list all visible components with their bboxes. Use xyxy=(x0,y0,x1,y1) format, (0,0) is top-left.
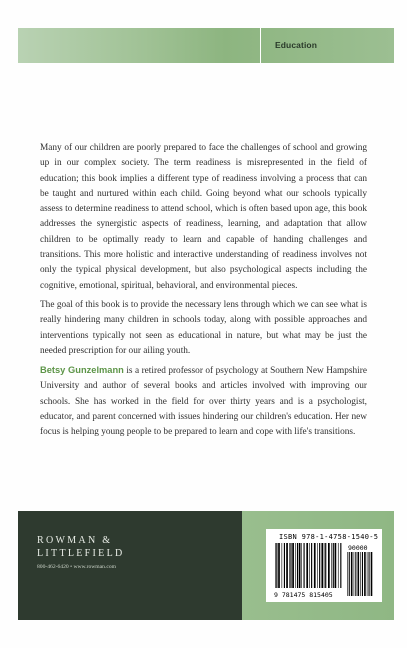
publisher-name-line-1: ROWMAN & xyxy=(37,535,113,546)
ean-barcode-icon xyxy=(274,543,344,598)
addon-barcode-icon xyxy=(346,543,374,598)
publisher-name-line-2: LITTLEFIELD xyxy=(37,548,125,559)
barcode-bar xyxy=(331,543,332,588)
barcode-digits: 9 781475 815405 xyxy=(274,591,333,598)
barcode-bar xyxy=(297,543,298,588)
barcode-bar xyxy=(301,543,302,588)
addon-bar xyxy=(367,552,368,596)
barcode-bar xyxy=(304,543,305,588)
barcode-bar xyxy=(282,543,283,588)
barcode-bar xyxy=(325,543,326,588)
barcode-bar xyxy=(321,543,323,588)
barcode-bar xyxy=(328,543,330,588)
barcode-bar xyxy=(335,543,337,588)
addon-bar xyxy=(369,552,370,596)
barcode-bar xyxy=(333,543,334,588)
addon-bar xyxy=(349,552,350,596)
addon-bar xyxy=(355,552,356,596)
addon-bar xyxy=(358,552,360,596)
barcode-bar xyxy=(275,543,276,588)
barcode-bar xyxy=(311,543,312,588)
addon-bar xyxy=(347,552,348,596)
addon-bar xyxy=(351,552,353,596)
barcode-bar xyxy=(340,543,341,588)
bottom-band xyxy=(18,511,394,620)
barcode-bar xyxy=(286,543,288,588)
description-paragraph-2: The goal of this book is to provide the necessary lens through which we can see what is really hindering many children in schools today, along with possible approaches and interventions typically not seen as educational in nature, but what may be just the needed prescription for our ailing youth. xyxy=(40,300,367,356)
author-name: Betsy Gunzelmann xyxy=(40,365,124,375)
barcode-bar xyxy=(292,543,294,588)
barcode-bar xyxy=(290,543,291,588)
addon-bar xyxy=(354,552,355,596)
author-bio-text: is a retired professor of psychology at Southern New Hampshire University and author of several books and articles involved with improving our schools. She has worked in the field for over thirty years and is a psychologist, educator, and parent concerned with issues hindering our children's education. Her new focus is helping young people to be prepared to learn and cope with life's transitions. xyxy=(40,366,367,438)
publisher-contact: 800-462-6420 • www.rowman.com xyxy=(37,564,116,570)
barcode-bar xyxy=(317,543,318,588)
addon-digits: 90000 xyxy=(348,544,368,552)
addon-bar xyxy=(364,552,366,596)
addon-bar xyxy=(362,552,363,596)
author-bio xyxy=(40,363,367,440)
barcode-bar xyxy=(278,543,280,588)
barcode-box xyxy=(266,529,382,602)
isbn-text: ISBN 978-1-4758-1540-5 xyxy=(279,533,379,541)
category-label: Education xyxy=(275,40,317,50)
barcode-bar xyxy=(309,543,310,588)
barcode-bar xyxy=(276,543,277,588)
barcode-bar xyxy=(295,543,296,588)
barcode-bar xyxy=(314,543,316,588)
addon-bar xyxy=(360,552,361,596)
barcode-bar xyxy=(324,543,325,588)
publisher-logo xyxy=(37,534,125,560)
barcode-bar xyxy=(338,543,339,588)
barcode-bar xyxy=(306,543,308,588)
top-band xyxy=(18,28,394,63)
barcode-bar xyxy=(299,543,301,588)
addon-bar xyxy=(371,552,373,596)
publisher-box xyxy=(18,511,242,620)
band-separator xyxy=(260,28,261,63)
barcode-bar xyxy=(284,543,285,588)
barcode-bar xyxy=(319,543,320,588)
barcode-bar xyxy=(289,543,290,588)
description-paragraph-1: Many of our children are poorly prepared to face the challenges of school and growing up in our complex society. The term readiness is misrepresented in the field of education; this book implies a different type of readiness involving a process that can be taught and nurtured within each child. Going beyond what our schools typically assess to determine readiness to attend school, which is often based upon age, this book addresses the synergistic aspects of readiness, learning, and adaptation that allow children to be optimally ready to learn and capable of handing challenges and transitions. This more holistic and interactive understanding of readiness involves not only the typical physical development, but also psychological aspects including the cognitive, emotional, spiritual, behavioral, and environmental pieces. xyxy=(40,143,367,291)
